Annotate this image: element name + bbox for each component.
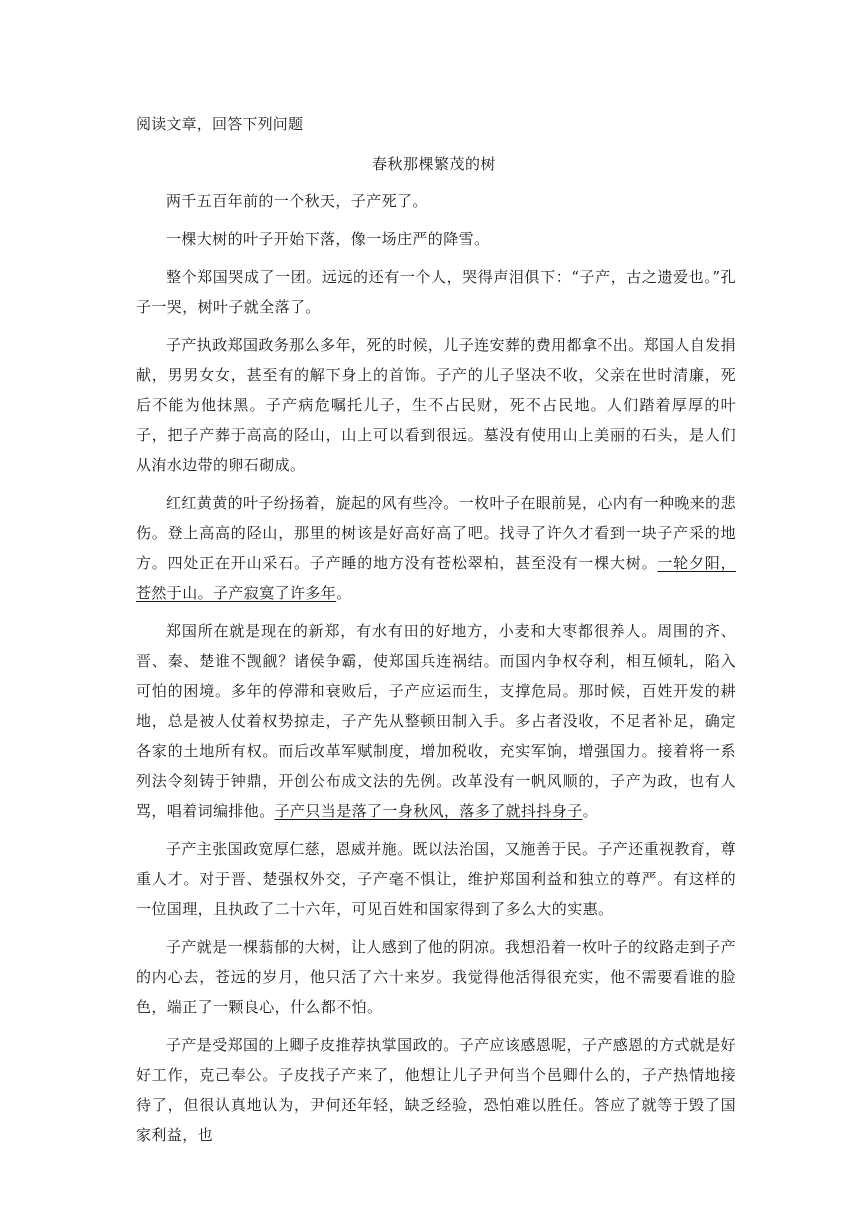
article-body [136,186,736,1158]
paragraph-2: 一棵大树的叶子开始下落，像一场庄严的降雪。 [166,230,490,248]
paragraph-8: 子产就是一棵蓊郁的大树，让人感到了他的阴凉。我想沿着一枚叶子的纹路走到子产的内心去，苍远的岁月，他只活了六十来岁。我觉得他活得很充实，他不需要看谁的脸色，端正了一颗良心，什么都不怕。 [136,938,736,1016]
underlined-sentence-1: 一轮夕阳，苍然于山。子产寂寞了许多年 [136,554,736,602]
paragraph-3: 整个郑国哭成了一团。远远的还有一个人，哭得声泪俱下：“子产，古之遗爱也。”孔子一哭，树叶子就全落了。 [136,268,736,316]
paragraph-7: 子产主张国政宽厚仁慈，恩威并施。既以法治国，又施善于民。子产还重视教育，尊重人才。对于晋、楚强权外交，子产毫不惧让，维护郑国利益和独立的尊严。有这样的一位国理，且执政了二十六年，可见百姓和国家得到了多么大的实惠。 [136,840,736,918]
instruction-text: 阅读文章，回答下列问题 [136,115,304,133]
article-title: 春秋那棵繁茂的树 [371,155,496,173]
paragraph-5: 红红黄黄的叶子纷扬着，旋起的风有些冷。一枚叶子在眼前晃，心内有一种晚来的悲伤。登上高高的陉山，那里的树该是好高好高了吧。找寻了许久才看到一块子产采的地方。四处正在开山采石。子产睡的地方没有苍松翠柏，甚至没有一棵大树。一轮夕阳，苍然于山。子产寂寞了许多年。 [136,494,736,602]
underlined-sentence-2: 子产只当是落了一身秋风，落多了就抖抖身子 [274,802,583,820]
paragraph-4: 子产执政郑国政务那么多年，死的时候，儿子连安葬的费用都拿不出。郑国人自发捐献，男男女女，甚至有的解下身上的首饰。子产的儿子坚决不收，父亲在世时清廉，死后不能为他抹黑。子产病危嘱托儿子，生不占民财，死不占民地。人们踏着厚厚的叶子，把子产葬于高高的陉山，山上可以看到很远。墓没有使用山上美丽的石头，是人们从洧水边带的卵石砌成。 [136,336,736,474]
paragraph-1: 两千五百年前的一个秋天，子产死了。 [166,192,428,210]
paragraph-6: 郑国所在就是现在的新郑，有水有田的好地方，小麦和大枣都很养人。周围的齐、晋、秦、楚谁不觊觎？诸侯争霸，使郑国兵连祸结。而国内争权夺利，相互倾轧，陷入可怕的困境。多年的停滞和衰败后，子产应运而生，支撑危局。那时候，百姓开发的耕地，总是被人仗着权势掠走，子产先从整顿田制入手。多占者没收，不足者补足，确定各家的土地所有权。而后改革军赋制度，增加税收，充实军饷，增强国力。接着将一系列法令刻铸于钟鼎，开创公布成文法的先例。改革没有一帆风顺的，子产为政，也有人骂，唱着词编排他。子产只当是落了一身秋风，落多了就抖抖身子。 [136,622,736,820]
paragraph-9: 子产是受郑国的上卿子皮推荐执掌国政的。子产应该感恩呢，子产感恩的方式就是好好工作，克己奉公。子皮找子产来了，他想让儿子尹何当个邑卿什么的，子产热情地接待了，但很认真地认为，尹何还年轻，缺乏经验，恐怕难以胜任。答应了就等于毁了国家利益，也 [136,1036,736,1144]
